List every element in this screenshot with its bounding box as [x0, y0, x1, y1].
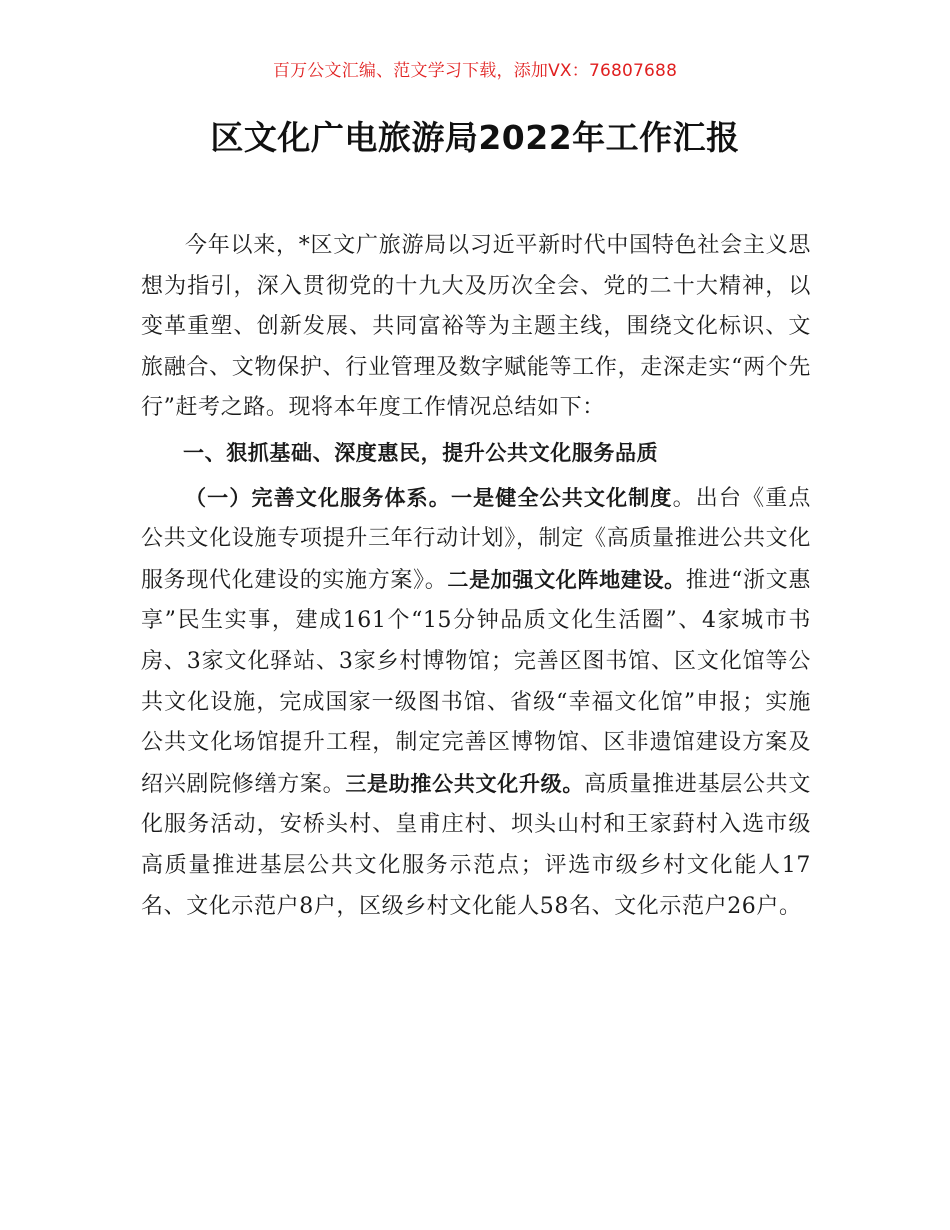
subsection-lead: （一）完善文化服务体系。	[185, 485, 451, 510]
item-3-text: 高质量推进基层公共文化服务活动，安桥头村、皇甫庄村、坝头山村和王家葑村入选市级高质量推进基层公共文化服务示范点；评选市级乡村文化能人17名、文化示范户8户，区级乡村文化能人58名、文化示范户26户。	[141, 771, 811, 919]
document-body	[141, 226, 811, 927]
section-heading: 一、狠抓基础、深度惠民，提升公共文化服务品质	[183, 440, 659, 465]
item-3-label: 三是助推公共文化升级。	[345, 771, 585, 796]
watermark-text: 百万公文汇编、范文学习下载，添加VX：76807688	[272, 61, 678, 81]
document-title: 区文化广电旅游局2022年工作汇报	[210, 118, 740, 157]
item-2-label: 二是加强文化阵地建设。	[447, 567, 686, 592]
item-2-text: 推进“浙文惠享”民生实事，建成161个“15分钟品质文化生活圈”、4家城市书房、3家文化驿站、3家乡村博物馆；完善区图书馆、区文化馆等公共文化设施，完成国家一级图书馆、省级“幸福文化馆”申报；实施公共文化场馆提升工程，制定完善区博物馆、区非遗馆建设方案及绍兴剧院修缮方案。	[141, 567, 811, 797]
intro-paragraph: 今年以来，*区文广旅游局以习近平新时代中国特色社会主义思想为指引，深入贯彻党的十九大及历次全会、党的二十大精神，以变革重塑、创新发展、共同富裕等为主题主线，围绕文化标识、文旅融合、文物保护、行业管理及数字赋能等工作，走深走实“两个先行”赶考之路。现将本年度工作情况总结如下：	[141, 233, 811, 421]
subsection-paragraph	[141, 478, 811, 928]
item-1-label: 一是健全公共文化制度	[450, 485, 673, 510]
item-1-text: 。出台《重点公共文化设施专项提升三年行动计划》，制定《高质量推进公共文化服务现代化建设的实施方案》。	[141, 485, 811, 593]
